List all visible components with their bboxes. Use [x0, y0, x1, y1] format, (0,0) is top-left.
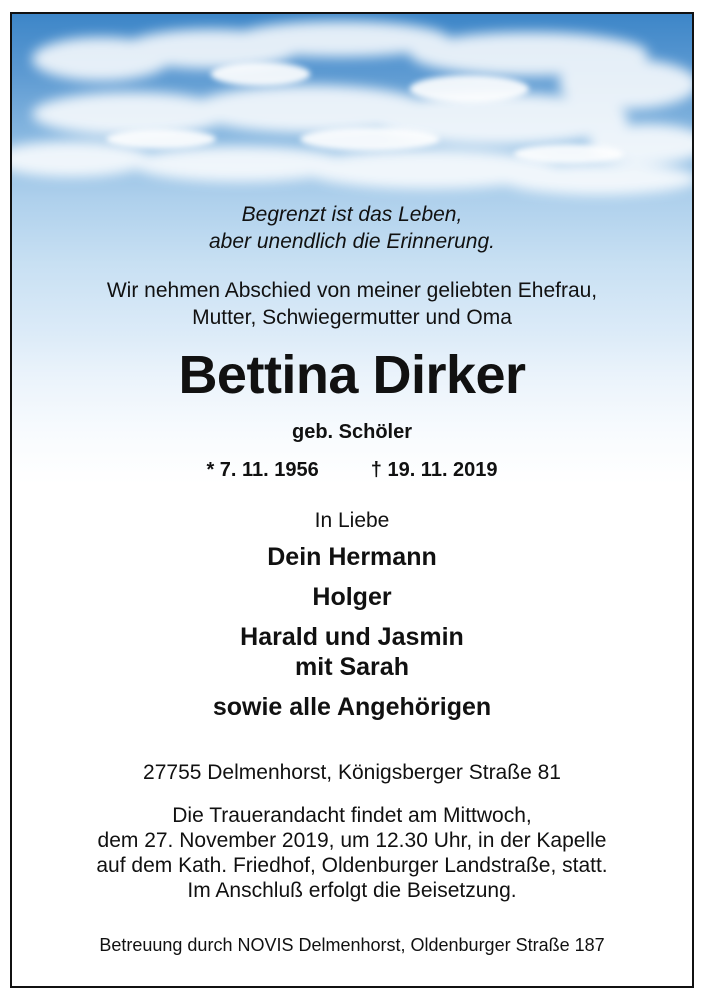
service-details [12, 803, 692, 903]
motto-line: aber unendlich die Erinnerung. [208, 230, 496, 253]
mourners-list [12, 542, 692, 722]
intro-line: Wir nehmen Abschied von meiner geliebten Ehefrau, [106, 279, 598, 302]
life-dates [12, 457, 692, 484]
intro-line: Mutter, Schwiegermutter und Oma [192, 306, 512, 329]
mourner-line: sowie alle Angehörigen [212, 693, 492, 721]
deceased-name: Bettina Dirker [178, 345, 526, 405]
death-date: † 19. 11. 2019 [370, 459, 498, 481]
service-line: Im Anschluß erfolgt die Beisetzung. [187, 879, 517, 902]
farewell-intro [12, 277, 692, 331]
family-address: 27755 Delmenhorst, Königsberger Straße 81 [143, 761, 561, 784]
funeral-home-note: Betreuung durch NOVIS Delmenhorst, Oldenburger Straße 187 [99, 935, 605, 955]
closing-phrase: In Liebe [314, 509, 390, 532]
service-line: auf dem Kath. Friedhof, Oldenburger Landstraße, statt. [96, 854, 608, 877]
service-line: dem 27. November 2019, um 12.30 Uhr, in der Kapelle [97, 829, 607, 852]
maiden-name: geb. Schöler [291, 421, 413, 443]
birth-date: * 7. 11. 1956 [206, 459, 319, 481]
service-line: Die Trauerandacht findet am Mittwoch, [172, 804, 532, 827]
memorial-motto [12, 201, 692, 255]
motto-line: Begrenzt ist das Leben, [241, 203, 463, 226]
mourner-line: Harald und Jasmin [240, 623, 464, 651]
mourner-line: mit Sarah [295, 653, 409, 681]
mourner-line: Dein Hermann [267, 543, 437, 571]
mourner-line: Holger [312, 583, 392, 611]
obituary-frame [10, 12, 694, 988]
